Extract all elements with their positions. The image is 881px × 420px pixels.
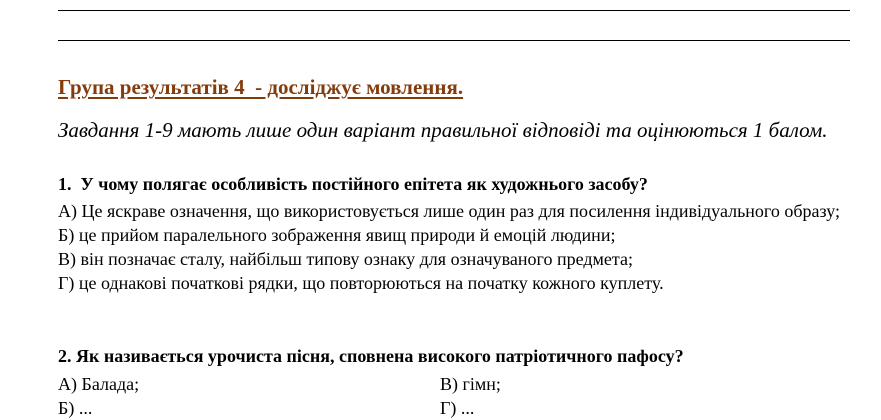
question-1-option-g: Г) це однакові початкові рядки, що повторюються на початку кожного куплету.: [58, 273, 664, 293]
question-1-option-a: А) Це яскраве означення, що використовується лише один раз для посилення індивідуального образу;: [58, 201, 840, 221]
question-1-option-b: Б) це прийом паралельного зображення явищ природи й емоцій людини;: [58, 225, 616, 245]
answer-line-2: [58, 40, 850, 41]
question-2-option-b: Б) ...: [58, 398, 93, 418]
question-2-text: 2. Як називається урочиста пісня, сповнена високого патріотичного пафосу?: [58, 346, 684, 366]
section-heading: Група результатів 4 - досліджує мовлення.: [58, 75, 464, 99]
answer-line-1: [58, 10, 850, 11]
question-1-options: [58, 199, 866, 295]
question-2-option-v: В) гімн;: [440, 374, 501, 394]
question-1-text: 1. У чому полягає особливість постійного епітета як художнього засобу?: [58, 174, 648, 194]
question-2-option-g: Г) ...: [440, 398, 475, 418]
task-instruction: Завдання 1-9 мають лише один варіант правильної відповіді та оцінюються 1 балом.: [58, 118, 828, 142]
question-1-option-v: В) він позначає сталу, найбільш типову ознаку для означуваного предмета;: [58, 249, 633, 269]
question-2-option-a: А) Балада;: [58, 374, 140, 394]
